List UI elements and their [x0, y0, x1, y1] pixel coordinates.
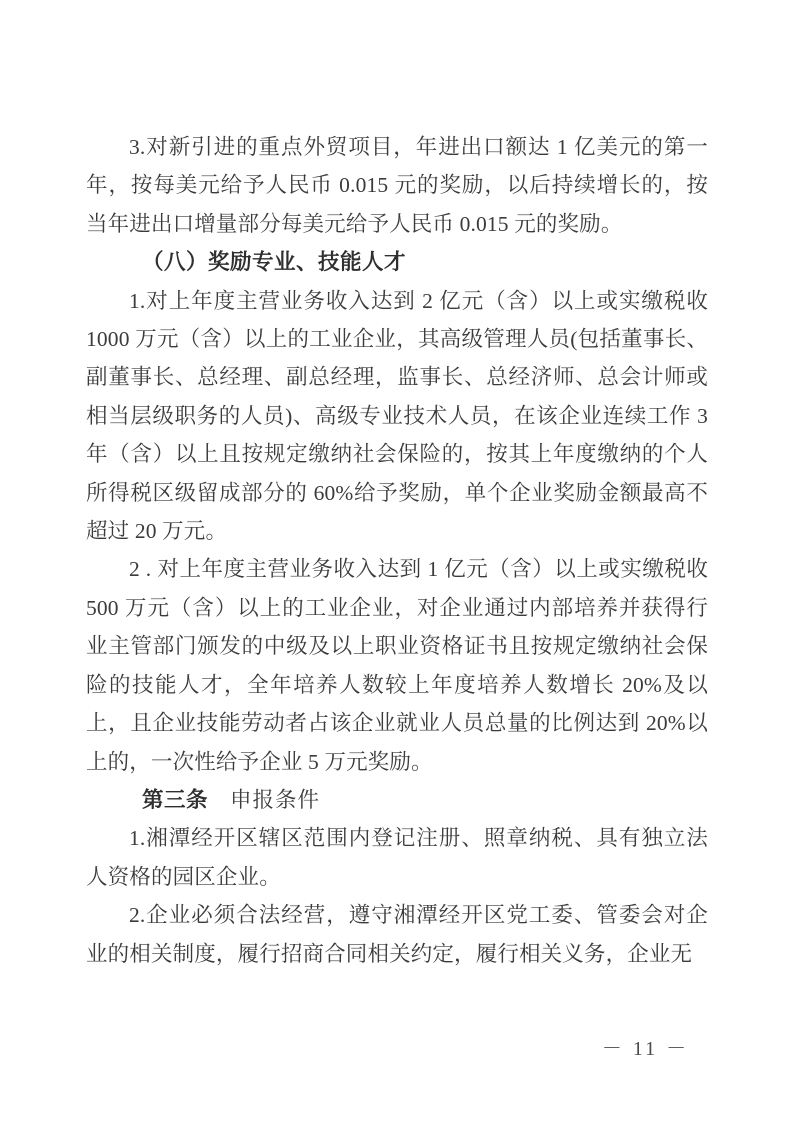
- paragraph-condition-2-compliance: 2.企业必须合法经营，遵守湘潭经开区党工委、管委会对企业的相关制度，履行招商合同相关约定，履行相关义务，企业无: [86, 903, 708, 966]
- paragraph-condition-1-registration: 1.湘潭经开区辖区范围内登记注册、照章纳税、具有独立法人资格的园区企业。: [86, 826, 708, 889]
- paragraph-item-2-skilled-talent: [86, 550, 708, 780]
- article-title: 申报条件: [230, 787, 321, 812]
- paragraph-item-3-foreign-trade: 3.对新引进的重点外贸项目，年进出口额达 1 亿美元的第一年，按每美元给予人民币 0.015 元的奖励，以后持续增长的，按当年进出口增量部分每美元给予人民币 0.015 元的奖励。: [86, 135, 708, 236]
- page-content: [86, 128, 708, 973]
- page-footer: [0, 1032, 793, 1061]
- list-body-2: 对上年度主营业务收入达到 1 亿元（含）以上或实缴税收 500 万元（含）以上的工业企业，对企业通过内部培养并获得行业主管部门颁发的中级及以上职业资格证书且按规定缴纳社会保险的技能人才，全年培养人数较上年度培养人数增长 20%及以上，且企业技能劳动者占该企业就业人员总量的比例达到 20%以上的，一次性给予企业 5 万元奖励。: [86, 557, 708, 774]
- paragraph-item-1-senior-management: 1.对上年度主营业务收入达到 2 亿元（含）以上或实缴税收 1000 万元（含）以上的工业企业，其高级管理人员(包括董事长、副董事长、总经理、副总经理，监事长、总经济师、总会计师或相当层级职务的人员)、高级专业技术人员，在该企业连续工作 3 年（含）以上且按规定缴纳社会保险的，按其上年度缴纳的个人所得税区级留成部分的 60%给予奖励，单个企业奖励金额最高不超过 20 万元。: [86, 288, 708, 544]
- list-number-2: 2.: [129, 557, 158, 582]
- page-number: － 11 －: [601, 1038, 690, 1060]
- article-three-heading: [86, 781, 708, 819]
- article-label: 第三条: [142, 787, 209, 812]
- heading-section-eight: （八）奖励专业、技能人才: [142, 250, 407, 275]
